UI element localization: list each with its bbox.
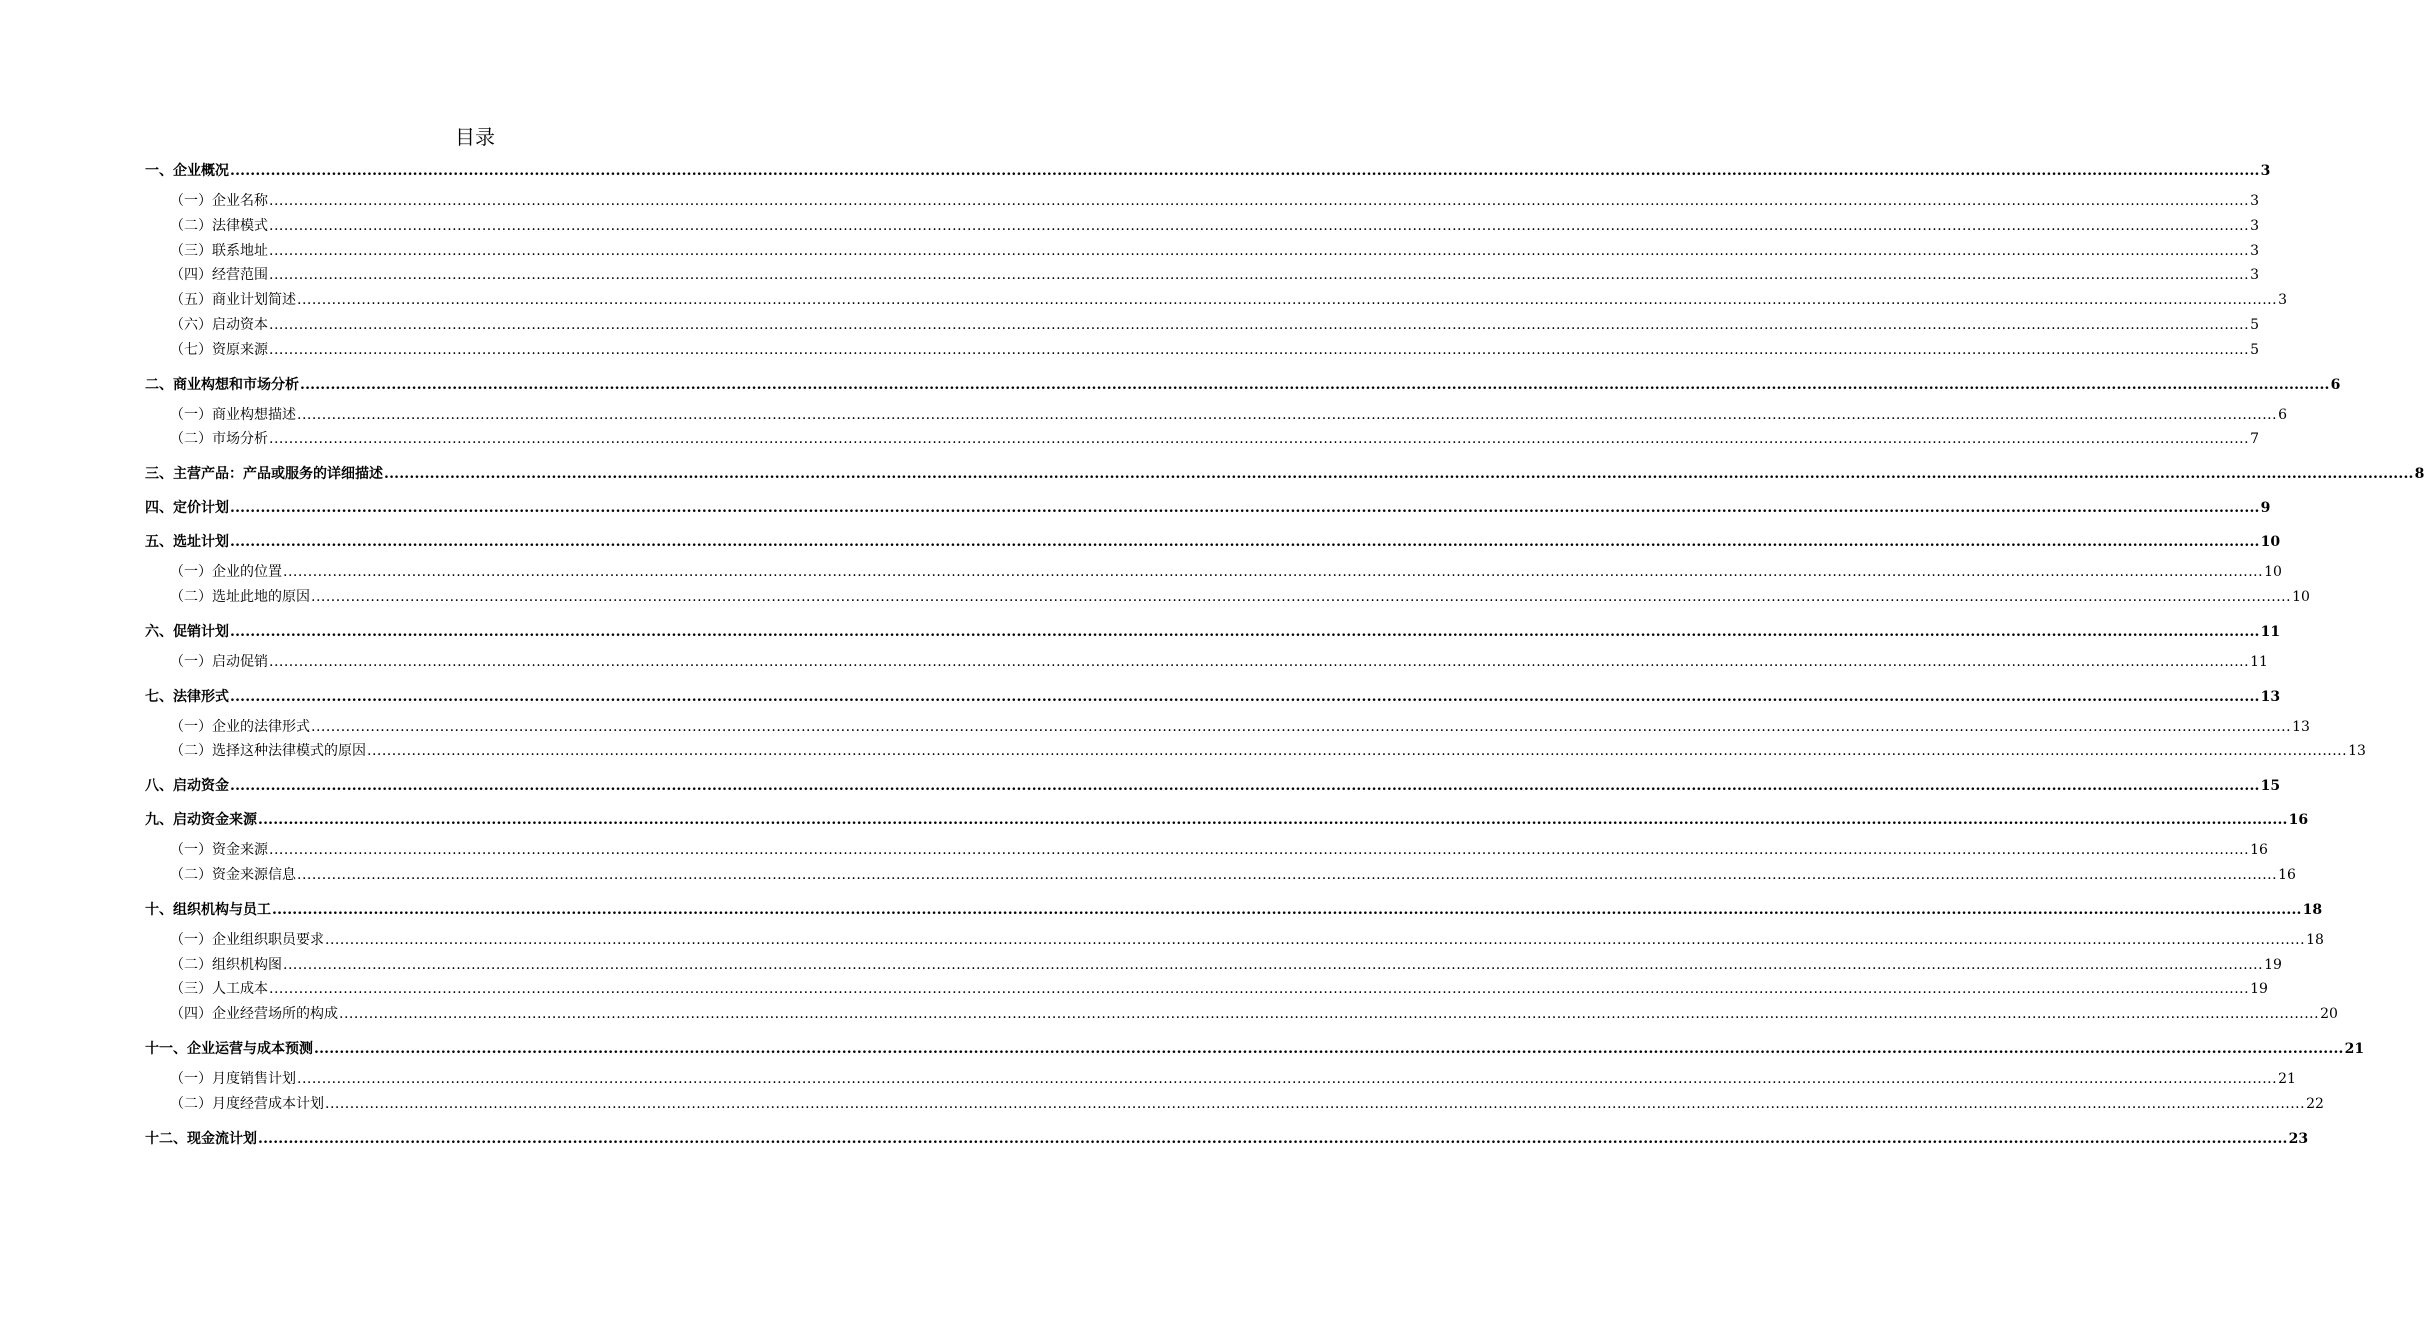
toc-page-number: 5 (2250, 316, 2259, 333)
toc-dot-leader: ................................................................................................................................................................................................................................................................................................................................................................................................................ (230, 778, 2260, 795)
toc-entry-label: （四）经营范围 (170, 267, 268, 284)
toc-entry-label: （二）月度经营成本计划 (170, 1095, 324, 1112)
toc-subsection-entry[interactable] (145, 214, 2259, 239)
toc-entry-label: （一）商业构想描述 (170, 406, 296, 423)
table-of-contents (145, 159, 2424, 1157)
toc-section-entry[interactable] (145, 808, 2309, 832)
toc-section-entry[interactable] (145, 898, 2323, 922)
toc-entry-label: （一）企业组织职员要求 (170, 931, 324, 948)
toc-subsection-entry[interactable] (145, 1002, 2338, 1027)
toc-dot-leader: ................................................................................................................................................................................................................................................................................................................................................................................................................ (258, 812, 2288, 829)
toc-dot-leader: ................................................................................................................................................................................................................................................................................................................................................................................................................ (297, 866, 2278, 883)
toc-page-number: 5 (2250, 341, 2259, 358)
toc-entry-label: （六）启动资本 (170, 316, 268, 333)
toc-dot-leader: ................................................................................................................................................................................................................................................................................................................................................................................................................ (283, 956, 2264, 973)
toc-subsection-entry[interactable] (145, 715, 2310, 740)
toc-entry-label: 五、选址计划 (145, 534, 229, 551)
toc-entry-label: 十二、现金流计划 (145, 1130, 257, 1147)
toc-page-number: 3 (2250, 242, 2259, 259)
toc-entry-label: （一）资金来源 (170, 842, 268, 859)
toc-page-number: 9 (2260, 500, 2271, 517)
toc-dot-leader: ................................................................................................................................................................................................................................................................................................................................................................................................................ (230, 163, 2260, 179)
toc-page-number: 3 (2260, 163, 2271, 179)
toc-section-entry[interactable] (145, 1037, 2365, 1061)
toc-dot-leader: ................................................................................................................................................................................................................................................................................................................................................................................................................ (269, 981, 2250, 998)
toc-page-number: 7 (2250, 431, 2259, 448)
toc-subsection-entry[interactable] (145, 239, 2259, 264)
toc-page-number: 13 (2292, 718, 2310, 735)
toc-entry-label: （一）企业的位置 (170, 564, 282, 581)
toc-subsection-entry[interactable] (145, 650, 2268, 675)
toc-entry-label: 四、定价计划 (145, 500, 229, 517)
toc-subsection-entry[interactable] (145, 189, 2259, 214)
toc-dot-leader: ................................................................................................................................................................................................................................................................................................................................................................................................................ (367, 743, 2348, 760)
toc-entry-label: （二）选址此地的原因 (170, 588, 310, 605)
toc-entry-label: （一）月度销售计划 (170, 1070, 296, 1087)
toc-entry-label: （一）企业名称 (170, 193, 268, 209)
toc-page-number: 18 (2302, 901, 2323, 918)
toc-dot-leader: ................................................................................................................................................................................................................................................................................................................................................................................................................ (269, 316, 2250, 333)
toc-subsection-entry[interactable] (145, 560, 2282, 585)
toc-page-number: 13 (2260, 688, 2281, 705)
toc-dot-leader: ................................................................................................................................................................................................................................................................................................................................................................................................................ (283, 564, 2264, 581)
toc-dot-leader: ................................................................................................................................................................................................................................................................................................................................................................................................................ (230, 500, 2260, 517)
toc-entry-label: 二、商业构想和市场分析 (145, 376, 299, 393)
toc-page-number: 3 (2250, 267, 2259, 284)
toc-page-number: 10 (2292, 588, 2310, 605)
toc-entry-label: （七）资原来源 (170, 341, 268, 358)
toc-entry-label: （一）启动促销 (170, 653, 268, 670)
toc-page-number: 6 (2330, 376, 2341, 393)
toc-subsection-entry[interactable] (145, 977, 2268, 1002)
toc-subsection-entry[interactable] (145, 838, 2268, 863)
toc-page-number: 21 (2278, 1070, 2296, 1087)
toc-entry-label: （二）选择这种法律模式的原因 (170, 743, 366, 760)
toc-entry-label: （五）商业计划简述 (170, 292, 296, 309)
toc-entry-label: 十一、企业运营与成本预测 (145, 1040, 313, 1057)
toc-page-number: 22 (2306, 1095, 2324, 1112)
toc-page-number: 20 (2320, 1006, 2338, 1023)
toc-page-number: 3 (2278, 292, 2287, 309)
toc-section-entry[interactable] (145, 496, 2271, 520)
toc-page-number: 16 (2250, 842, 2268, 859)
toc-section-entry[interactable] (145, 462, 2424, 486)
toc-page-number: 11 (2250, 653, 2268, 670)
toc-dot-leader: ................................................................................................................................................................................................................................................................................................................................................................................................................ (269, 267, 2250, 284)
toc-entry-label: 八、启动资金 (145, 778, 229, 795)
toc-dot-leader: ................................................................................................................................................................................................................................................................................................................................................................................................................ (230, 688, 2260, 705)
toc-page-number: 19 (2250, 981, 2268, 998)
toc-subsection-entry[interactable] (145, 585, 2310, 610)
toc-entry-label: （二）法律模式 (170, 217, 268, 234)
toc-section-entry[interactable] (145, 685, 2281, 709)
toc-dot-leader: ................................................................................................................................................................................................................................................................................................................................................................................................................ (269, 193, 2250, 209)
toc-dot-leader: ................................................................................................................................................................................................................................................................................................................................................................................................................ (297, 406, 2278, 423)
toc-page-number: 16 (2288, 812, 2309, 829)
toc-page-number: 19 (2264, 956, 2282, 973)
toc-subsection-entry[interactable] (145, 739, 2366, 764)
toc-dot-leader: ................................................................................................................................................................................................................................................................................................................................................................................................................ (269, 842, 2250, 859)
toc-entry-label: （三）联系地址 (170, 242, 268, 259)
toc-page-number: 3 (2250, 193, 2259, 209)
toc-dot-leader: ................................................................................................................................................................................................................................................................................................................................................................................................................ (297, 292, 2278, 309)
toc-entry-label: 三、主营产品：产品或服务的详细描述 (145, 466, 383, 483)
toc-subsection-entry[interactable] (145, 313, 2259, 338)
toc-subsection-entry[interactable] (145, 863, 2296, 888)
toc-subsection-entry[interactable] (145, 288, 2287, 313)
toc-dot-leader: ................................................................................................................................................................................................................................................................................................................................................................................................................ (230, 623, 2260, 640)
toc-section-entry[interactable] (145, 774, 2281, 798)
toc-subsection-entry[interactable] (145, 953, 2282, 978)
toc-dot-leader: ................................................................................................................................................................................................................................................................................................................................................................................................................ (325, 1095, 2306, 1112)
toc-entry-label: （二）资金来源信息 (170, 866, 296, 883)
toc-page-number: 10 (2264, 564, 2282, 581)
toc-dot-leader: ................................................................................................................................................................................................................................................................................................................................................................................................................ (269, 242, 2250, 259)
toc-page-number: 13 (2348, 743, 2366, 760)
toc-page-number: 18 (2306, 931, 2324, 948)
toc-subsection-entry[interactable] (145, 338, 2259, 363)
toc-entry-label: （三）人工成本 (170, 981, 268, 998)
toc-dot-leader: ................................................................................................................................................................................................................................................................................................................................................................................................................ (269, 431, 2250, 448)
toc-entry-label: 一、企业概况 (145, 163, 229, 179)
toc-dot-leader: ................................................................................................................................................................................................................................................................................................................................................................................................................ (339, 1006, 2320, 1023)
toc-dot-leader: ................................................................................................................................................................................................................................................................................................................................................................................................................ (272, 901, 2302, 918)
toc-page-number: 10 (2260, 534, 2281, 551)
toc-dot-leader: ................................................................................................................................................................................................................................................................................................................................................................................................................ (300, 376, 2330, 393)
toc-dot-leader: ................................................................................................................................................................................................................................................................................................................................................................................................................ (384, 466, 2414, 483)
toc-section-entry[interactable] (145, 373, 2341, 397)
toc-entry-label: （四）企业经营场所的构成 (170, 1006, 338, 1023)
toc-page-number: 23 (2288, 1130, 2309, 1147)
toc-subsection-entry[interactable] (145, 1067, 2296, 1092)
toc-dot-leader: ................................................................................................................................................................................................................................................................................................................................................................................................................ (314, 1040, 2344, 1057)
toc-section-entry[interactable] (145, 530, 2281, 554)
toc-page-number: 16 (2278, 866, 2296, 883)
toc-section-entry[interactable] (145, 159, 2271, 183)
toc-dot-leader: ................................................................................................................................................................................................................................................................................................................................................................................................................ (325, 931, 2306, 948)
toc-page-number: 8 (2414, 466, 2424, 483)
toc-page-number: 21 (2344, 1040, 2365, 1057)
toc-section-entry[interactable] (145, 1127, 2309, 1151)
toc-section-entry[interactable] (145, 620, 2281, 644)
toc-subsection-entry[interactable] (145, 263, 2259, 288)
toc-page-number: 15 (2260, 778, 2281, 795)
toc-subsection-entry[interactable] (145, 427, 2259, 452)
toc-dot-leader: ................................................................................................................................................................................................................................................................................................................................................................................................................ (269, 653, 2250, 670)
toc-dot-leader: ................................................................................................................................................................................................................................................................................................................................................................................................................ (258, 1130, 2288, 1147)
toc-entry-label: 十、组织机构与员工 (145, 901, 271, 918)
toc-entry-label: 六、促销计划 (145, 623, 229, 640)
toc-entry-label: （二）组织机构图 (170, 956, 282, 973)
toc-subsection-entry[interactable] (145, 928, 2324, 953)
toc-dot-leader: ................................................................................................................................................................................................................................................................................................................................................................................................................ (297, 1070, 2278, 1087)
toc-subsection-entry[interactable] (145, 1092, 2324, 1117)
toc-title: 目录 (455, 125, 495, 149)
toc-dot-leader: ................................................................................................................................................................................................................................................................................................................................................................................................................ (311, 718, 2292, 735)
toc-entry-label: 九、启动资金来源 (145, 812, 257, 829)
toc-entry-label: （二）市场分析 (170, 431, 268, 448)
toc-dot-leader: ................................................................................................................................................................................................................................................................................................................................................................................................................ (311, 588, 2292, 605)
toc-entry-label: 七、法律形式 (145, 688, 229, 705)
toc-page-number: 11 (2260, 623, 2281, 640)
toc-page-number: 3 (2250, 217, 2259, 234)
toc-page-number: 6 (2278, 406, 2287, 423)
toc-subsection-entry[interactable] (145, 403, 2287, 428)
toc-dot-leader: ................................................................................................................................................................................................................................................................................................................................................................................................................ (230, 534, 2260, 551)
toc-dot-leader: ................................................................................................................................................................................................................................................................................................................................................................................................................ (269, 217, 2250, 234)
toc-dot-leader: ................................................................................................................................................................................................................................................................................................................................................................................................................ (269, 341, 2250, 358)
toc-entry-label: （一）企业的法律形式 (170, 718, 310, 735)
